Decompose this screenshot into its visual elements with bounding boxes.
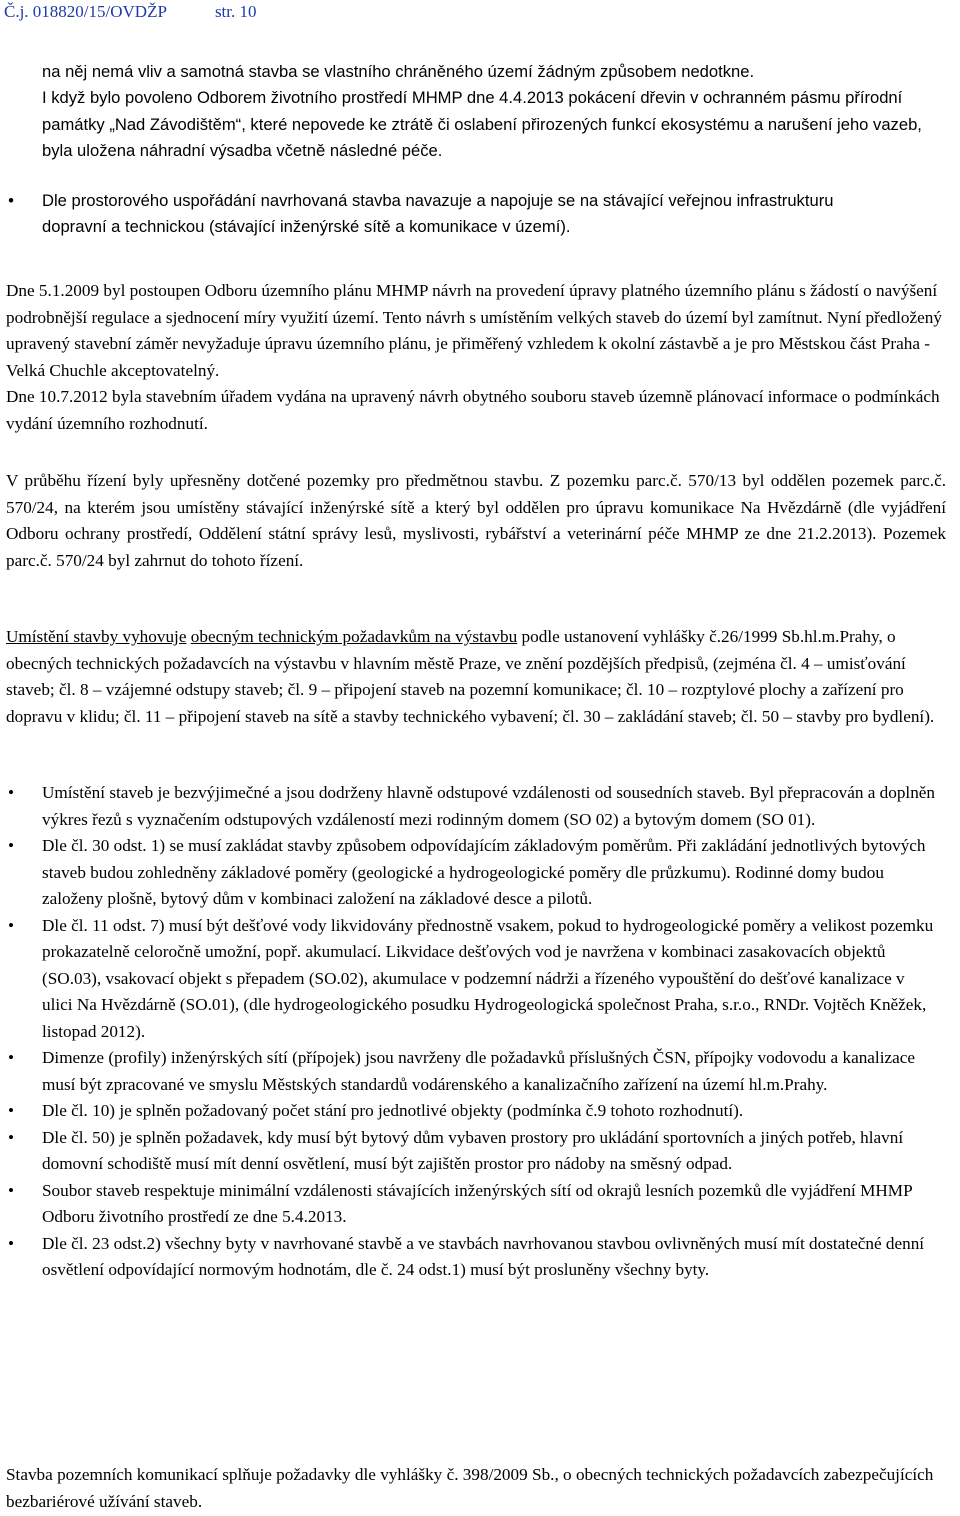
paragraph-text: podle ustanovení vyhlášky č.26/1999 Sb.hl.m.Prahy, o obecných technických požadavcích na výstavbu v hlavním městě Praze, ve znění pozdějších předpisů, (zejména čl. 4 – umisťování staveb; čl. 8 – vzájemné odstupy staveb; čl. 9 – připojení staveb na pozemní komunikace; čl. 10 – rozptylové plochy a zařízení pro dopravu v klidu; čl. 11 – připojení staveb na sítě a stavby technického vybavení; čl. 30 – zakládání staveb; čl. 50 – stavby pro bydlení). bbox=[6, 627, 935, 726]
intro-block bbox=[0, 59, 960, 164]
intro-paragraph: I když bylo povoleno Odborem životního prostředí MHMP dne 4.4.2013 pokácení dřevin v ochranném pásmu přírodní památky „Nad Závodištěm“, které nepovede ke ztrátě či oslabení přirozených funkcí ekosystému a narušení jeho vazeb, byla uložena náhradní výsadba včetně následné péče. bbox=[42, 88, 922, 160]
list-item-text: Dimenze (profily) inženýrských sítí (přípojek) jsou navrženy dle požadavků příslušných ČSN, přípojky vodovodu a kanalizace musí být zpracované ve smyslu Městských standardů vodárenského a kanalizačního zařízení na území hl.m.Prahy. bbox=[42, 1048, 915, 1094]
bullet-icon: • bbox=[7, 1233, 15, 1253]
closing-paragraph bbox=[0, 1462, 960, 1515]
list-item-text: Soubor staveb respektuje minimální vzdálenosti stávajících inženýrských sítí od okrajů lesních pozemků dle vyjádření MHMP Odboru životního prostředí ze dne 5.4.2013. bbox=[42, 1180, 913, 1226]
paragraph-parcels: V průběhu řízení byly upřesněny dotčené pozemky pro předmětnou stavbu. Z pozemku parc.č. 570/13 byl oddělen pozemek parc.č. 570/24, na kterém jsou umístěny stávající inženýrské sítě a který byl oddělen pro úpravu komunikace Na Hvězdárně (dle vyjádření Odboru ochrany prostředí, Oddělení státní správy lesů, myslivosti, rybářství a veterinární péče MHMP ze dne 21.2.2013). Pozemek parc.č. 570/24 byl zahrnut do tohoto řízení. bbox=[6, 471, 946, 570]
paragraph-2009: Dne 5.1.2009 byl postoupen Odboru územního plánu MHMP návrh na provedení úpravy platného územního plánu s žádostí o navýšení podrobnější regulace a sjednocení míry využití území. Tento návrh s umístěním velkých staveb do území byl zamítnut. Nyní předložený upravený stavební záměr nevyžaduje úpravu územního plánu, je přiměřený vzhledem k okolní zástavbě a je pro Městskou část Praha - Velká Chuchle akceptovatelný. bbox=[6, 281, 942, 380]
bullet-icon: • bbox=[7, 1101, 15, 1120]
list-item-text: Umístění staveb je bezvýjimečné a jsou dodrženy hlavně odstupové vzdálenosti od sousedních staveb. Byl přepracován a doplněn výkres řezů s vyznačením odstupových vzdáleností mezi rodinným domem (SO 02) a bytovým domem (SO 01). bbox=[42, 783, 936, 829]
paragraph-2012: Dne 10.7.2012 byla stavebním úřadem vydána na upravený návrh obytného souboru staveb územně plánovací informace o podmínkách vydání územního rozhodnutí. bbox=[6, 387, 940, 433]
intro-line: na něj nemá vliv a samotná stavba se vlastního chráněného území žádným způsobem nedotkne. bbox=[42, 62, 755, 81]
parcels-paragraph bbox=[0, 468, 958, 574]
bullet-icon: • bbox=[7, 836, 15, 855]
list-item bbox=[0, 780, 948, 833]
bullet-icon: • bbox=[8, 191, 14, 210]
requirements-bullet-list bbox=[0, 780, 948, 1284]
page-number: str. 10 bbox=[214, 2, 257, 21]
zoning-plan-paragraph bbox=[0, 278, 960, 437]
list-item bbox=[0, 188, 908, 241]
underlined-text: Umístění stavby vyhovuje bbox=[6, 627, 187, 646]
technical-requirements-paragraph bbox=[0, 624, 960, 730]
list-item bbox=[0, 1178, 948, 1231]
bullet-icon: • bbox=[7, 1180, 15, 1200]
list-item-text: Dle čl. 10) je splněn požadovaný počet stání pro jednotlivé objekty (podmínka č.9 tohoto rozhodnutí). bbox=[42, 1101, 744, 1120]
paragraph-closing: Stavba pozemních komunikací splňuje požadavky dle vyhlášky č. 398/2009 Sb., o obecných technických požadavcích zabezpečujících bezbariérové užívání staveb. bbox=[6, 1465, 934, 1511]
top-bullet-list bbox=[0, 188, 908, 241]
underlined-text: obecným technickým požadavkům na výstavbu bbox=[190, 627, 518, 646]
list-item-text: Dle čl. 23 odst.2) všechny byty v navrhované stavbě a ve stavbách navrhovanou stavbou ovlivněných musí mít dostatečné denní osvětlení odpovídající normovým hodnotám, dle č. 24 odst.1) musí být prosluněny všechny byty. bbox=[42, 1233, 925, 1279]
list-item-text: Dle čl. 11 odst. 7) musí být dešťové vody likvidovány přednostně vsakem, pokud to hydrogeologické poměry a velikost pozemku prokazatelně celoročně umožní, popř. akumulací. Likvidace dešťových vod je navržena v kombinaci zasakovacích objektů (SO.03), vsakovací objekt s přepadem (SO.02), akumulace v podzemní nádrži a řízeného vypouštění do dešťové kanalizace v ulici Na Hvězdárně (SO.01), (dle hydrogeologického posudku Hydrogeologická společnost Praha, s.r.o., RNDr. Vojtěch Kněžek, listopad 2012). bbox=[42, 915, 934, 1041]
list-item bbox=[0, 913, 948, 1046]
bullet-icon: • bbox=[7, 1048, 15, 1067]
bullet-icon: • bbox=[7, 1127, 15, 1147]
list-item bbox=[0, 833, 948, 913]
list-item-text: Dle čl. 30 odst. 1) se musí zakládat stavby způsobem odpovídajícím základovým poměrům. Při zakládání jednotlivých bytových staveb budou zohledněny základové poměry (geologické a hydrogeologické poměry dle průzkumu). Rodinné domy budou založeny plošně, bytový dům v kombinaci založení na základové desce a pilotů. bbox=[42, 836, 926, 908]
list-item bbox=[0, 1125, 948, 1178]
page-header bbox=[4, 2, 257, 22]
bullet-icon: • bbox=[7, 915, 15, 935]
bullet-icon: • bbox=[7, 783, 15, 802]
list-item-text: Dle čl. 50) je splněn požadavek, kdy musí být bytový dům vybaven prostory pro ukládání sportovních a jiných potřeb, hlavní domovní schodiště musí mít denní osvětlení, musí být zajištěn prostor pro nádoby na směsný odpad. bbox=[42, 1127, 904, 1173]
list-item bbox=[0, 1045, 948, 1098]
list-item bbox=[0, 1098, 948, 1125]
list-item bbox=[0, 1231, 948, 1284]
list-item-text: Dle prostorového uspořádání navrhovaná stavba navazuje a napojuje se na stávající veřejnou infrastrukturu dopravní a technickou (stávající inženýrské sítě a komunikace v území). bbox=[42, 191, 834, 237]
reference-number: Č.j. 018820/15/OVDŽP bbox=[4, 2, 167, 21]
